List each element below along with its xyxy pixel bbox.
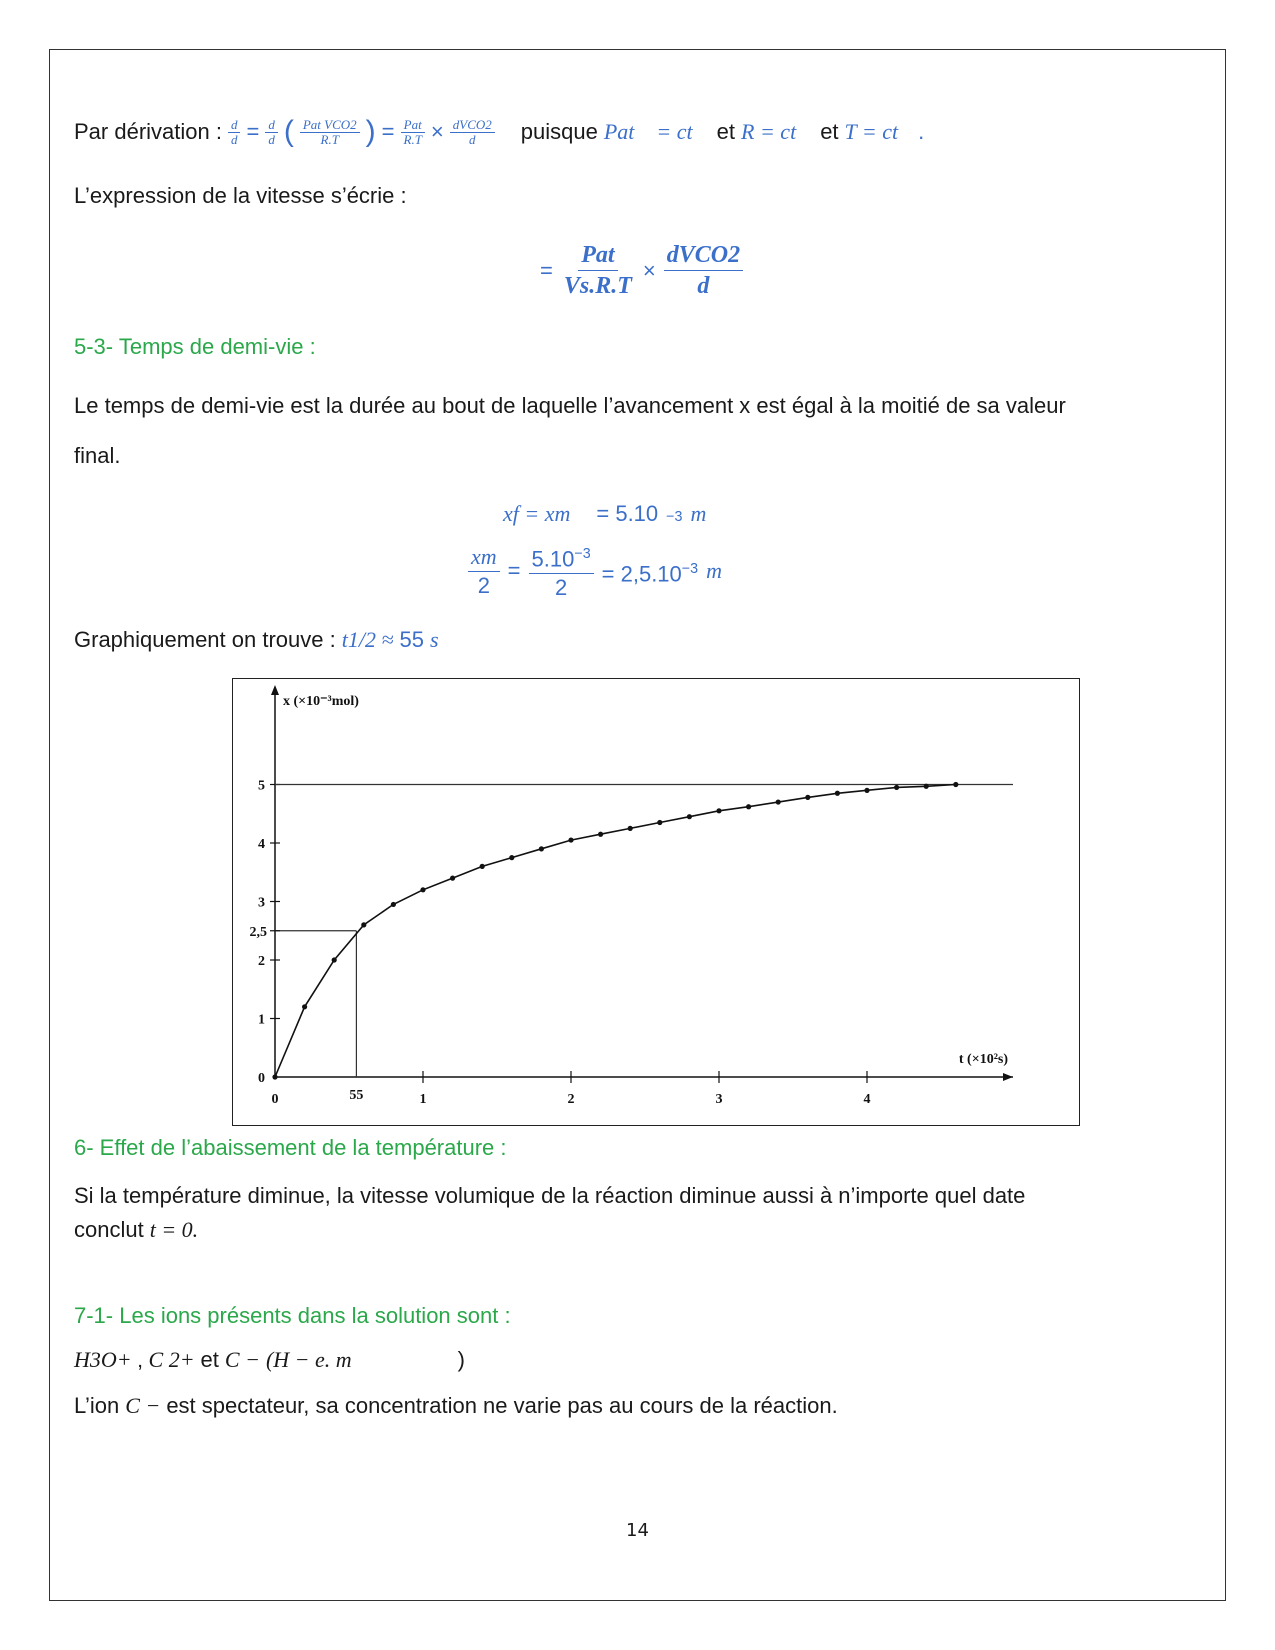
y-axis-arrow [271, 685, 279, 695]
equation-xf: xf = xm = 5.10 −3 m [503, 501, 707, 526]
vitesse-fraction-1: $\frac{\text{Pat}}{Vs.R.T}$ [563, 242, 632, 299]
vitesse-fraction-2: $\frac{\text{dVCO2}}{d}$ [664, 240, 743, 301]
curve-line [275, 785, 956, 1078]
y-axis-label: x (×10⁻³mol) [283, 694, 359, 709]
advancement-chart [233, 679, 1078, 1124]
demi-vie-text-2: final. [74, 443, 121, 468]
x-tick-label: 3 [715, 1092, 723, 1107]
equation-half: $\frac{xm}{2}$ = $\frac{5.10^{-3}}{2}$ = $2,5.10^{-3}$ m [468, 540, 722, 602]
chart-frame [232, 678, 1080, 1126]
y-tick-label: 2 [258, 954, 265, 969]
data-point [598, 832, 603, 837]
x-tick-label: 4 [863, 1092, 871, 1107]
data-point [568, 837, 573, 842]
y-tick-label: 1 [258, 1012, 265, 1028]
data-point [420, 887, 425, 892]
data-point [924, 784, 929, 789]
et-word-2: et [820, 119, 839, 144]
y-tick-label-half: 2,5 [249, 924, 267, 940]
data-point [450, 876, 455, 881]
derivation-dot: . [918, 119, 925, 144]
x-tick-label: 1 [419, 1092, 427, 1107]
derivation-line: Par dérivation : $\frac{d}{d}$ = $\frac{d}{d}$ ( $\frac{\text{Pat VCO2}}{R.T}$ ) = $\frac{\text{Pat}}{R.T}$ × $\frac{\text{dVCO2}}{d}$ puisque Pat = ct et R = ct et T = ct . [74, 115, 925, 148]
data-point [657, 820, 662, 825]
data-point [361, 922, 366, 927]
x-axis-arrow [1003, 1073, 1013, 1081]
data-point [272, 1074, 277, 1079]
cond1-var: Pat [603, 119, 635, 144]
x-tick-label: 0 [271, 1092, 279, 1107]
data-point [776, 799, 781, 804]
y-tick-label: 0 [258, 1071, 265, 1086]
data-point [332, 957, 337, 962]
fraction-3: $\frac{\text{Pat}}{R.T}$ [401, 118, 425, 147]
data-point [539, 846, 544, 851]
data-point [687, 814, 692, 819]
data-point [835, 791, 840, 796]
x-tick-label: 2 [567, 1092, 575, 1107]
data-point [302, 1004, 307, 1009]
section-6-heading: 6- Effet de l’abaissement de la température : [74, 1135, 507, 1160]
fraction-2: $\frac{d}{d}$ [265, 118, 278, 147]
fraction-4: $\frac{\text{dVCO2}}{d}$ [450, 118, 495, 147]
section-5-3-heading: 5-3- Temps de demi-vie : [74, 334, 316, 359]
graph-result-line: Graphiquement on trouve : t1/2 ≈ 55 s [74, 627, 439, 652]
y-tick-label: 4 [258, 837, 265, 852]
data-point [894, 785, 899, 790]
effet-text-2-line: conclut t = 0. [74, 1217, 199, 1242]
demi-vie-text-1: Le temps de demi-vie est la durée au bout de laquelle l’avancement x est égal à la moitié de sa valeur [74, 393, 1066, 418]
derivation-prefix: Par dérivation : [74, 119, 222, 144]
data-point [509, 855, 514, 860]
data-point [805, 795, 810, 800]
vitesse-intro: L’expression de la vitesse s’écrie : [74, 183, 407, 208]
cond3: T = ct [844, 119, 899, 144]
spectateur-line: L’ion C − est spectateur, sa concentration ne varie pas au cours de la réaction. [74, 1393, 838, 1418]
data-point [480, 864, 485, 869]
data-point [864, 788, 869, 793]
data-point [628, 826, 633, 831]
puisque-word: puisque [520, 119, 598, 144]
data-point [391, 902, 396, 907]
vitesse-formula: = $\frac{\text{Pat}}{Vs.R.T}$ × $\frac{\text{dVCO2}}{d}$ [540, 240, 743, 301]
frac-5-2: $\frac{5.10^{-3}}{2}$ [529, 540, 594, 602]
y-tick-label: 5 [258, 778, 265, 794]
effet-text-1: Si la température diminue, la vitesse volumique de la réaction diminue aussi à n’importe quel date [74, 1183, 1026, 1208]
cond2: R = ct [741, 119, 797, 144]
et-word-1: et [716, 119, 736, 144]
cond1-rhs: = ct [656, 119, 693, 144]
fraction-1: $\frac{d}{d}$ [228, 118, 241, 147]
page-number: 14 [626, 1520, 649, 1541]
x-axis-label: t (×10²s) [958, 1052, 1008, 1067]
data-point [716, 808, 721, 813]
frac-xm-2: $\frac{xm}{2}$ [468, 543, 500, 600]
y-tick-label: 3 [258, 895, 265, 911]
data-point [746, 804, 751, 809]
data-point [953, 782, 958, 787]
fraction-paren: $\frac{\text{Pat VCO2}}{R.T}$ [300, 118, 360, 147]
section-7-1-heading: 7-1- Les ions présents dans la solution sont : [74, 1303, 511, 1328]
x-tick-label-half: 55 [349, 1088, 364, 1103]
ions-line: H3O+ ‚ C 2+ et C − (H − e. m ) [74, 1347, 465, 1372]
